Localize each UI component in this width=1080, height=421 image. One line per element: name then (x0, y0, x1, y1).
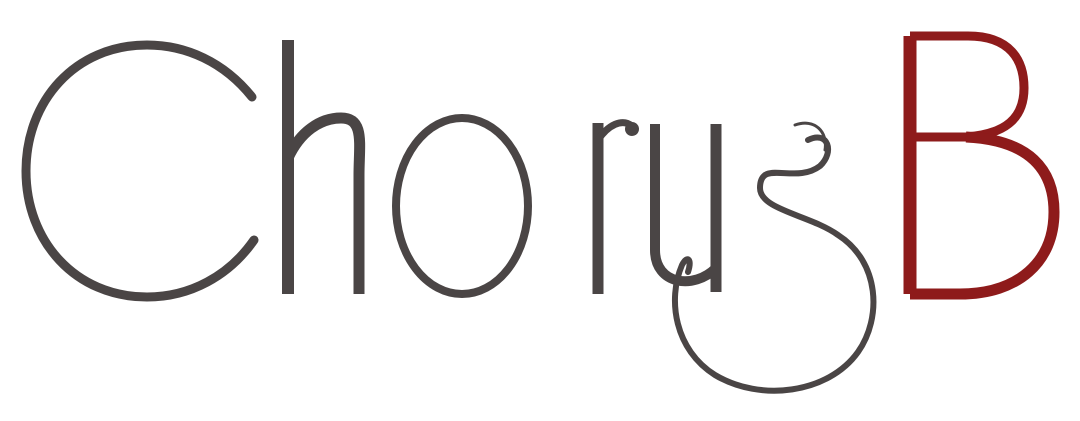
letter-r (598, 122, 639, 294)
letter-h (288, 40, 360, 294)
letter-s (675, 123, 873, 391)
letter-o (396, 118, 528, 294)
letter-c (26, 45, 254, 297)
letter-b (910, 36, 1054, 294)
letter-u (655, 124, 716, 292)
